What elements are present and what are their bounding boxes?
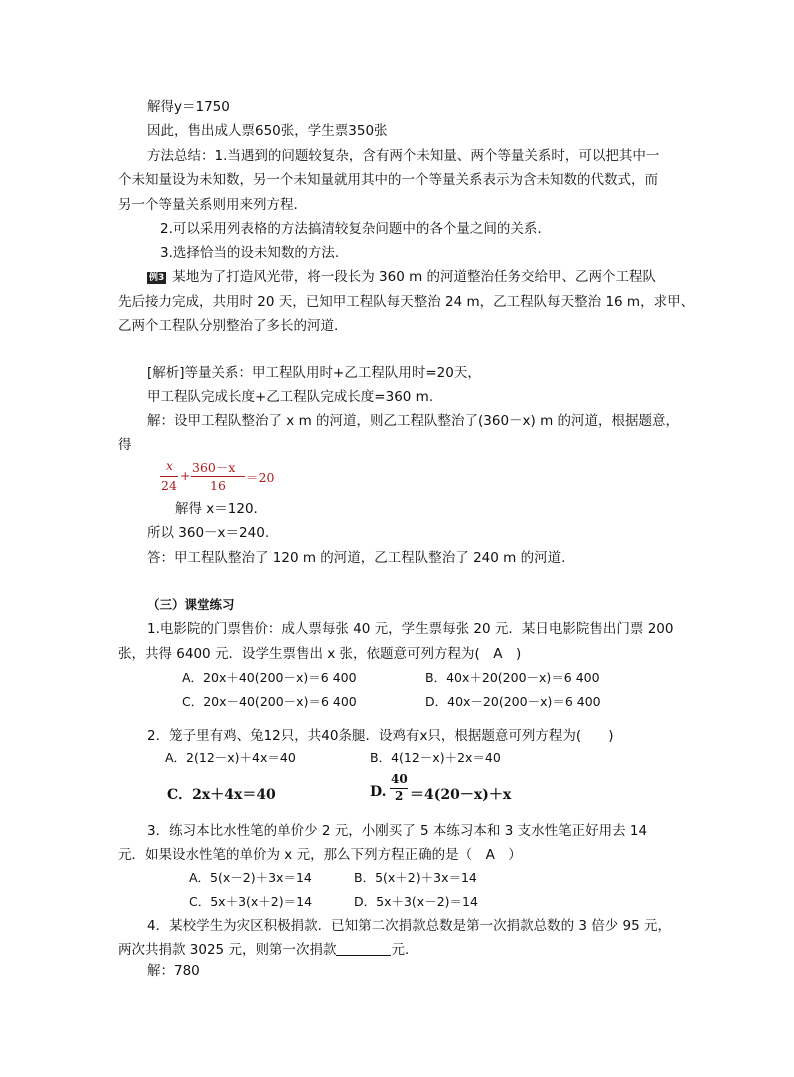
- analysis-line-2: 甲工程队完成长度+乙工程队完成长度=360 m.: [147, 389, 434, 405]
- eq-denominator-2: 16: [210, 478, 226, 493]
- analysis-line-3: 解：设甲工程队整治了 x m 的河道，则乙工程队整治了(360－x) m 的河道，根据题意，: [147, 413, 680, 429]
- q2-d-rest: ＝4(20－x)＋x: [410, 787, 512, 803]
- conclusion-line: 因此，售出成人票650张，学生票350张: [147, 123, 388, 139]
- eq-fraction-bar-1: [160, 476, 178, 477]
- example-line-3: 乙两个工程队分别整治了多长的河道.: [118, 318, 339, 334]
- q1-option-b: B．40x＋20(200－x)＝6 400: [425, 670, 600, 685]
- q2-option-a: A．2(12－x)＋4x＝40: [165, 750, 296, 765]
- q4-line-2: [118, 941, 418, 959]
- q1-line-2: 张，共得 6400 元．设学生票售出 x 张，依题意可列方程为( A ): [118, 646, 522, 662]
- example-line-2: 先后接力完成，共用时 20 天，已知甲工程队每天整治 24 m，乙工程队每天整治 16 m，求甲、: [118, 294, 695, 310]
- q3-line-1: 3．练习本比水性笔的单价少 2 元，小刚买了 5 本练习本和 3 支水性笔正好用去 14: [147, 823, 648, 839]
- q4-text: 两次共捐款 3025 元，则第一次捐款: [118, 942, 337, 958]
- example-text-1: 某地为了打造风光带，将一段长为 360 m 的河道整治任务交给甲、乙两个工程队: [172, 269, 657, 285]
- q1-option-a: A．20x＋40(200－x)＝6 400: [182, 670, 357, 685]
- summary-line-2: 2.可以采用列表格的方法搞清较复杂问题中的各个量之间的关系.: [160, 221, 542, 237]
- q2-d-numerator: 40: [391, 772, 408, 786]
- q4-unit: 元．: [391, 942, 419, 958]
- answer-line: 答：甲工程队整治了 120 m 的河道，乙工程队整治了 240 m 的河道.: [147, 550, 566, 566]
- eq-fraction-bar-2: [191, 476, 245, 477]
- example-badge: 例3: [149, 273, 165, 283]
- analysis-line-1: [解析]等量关系：甲工程队用时+乙工程队用时=20天，: [147, 365, 481, 381]
- eq-plus: +: [180, 468, 191, 483]
- so-line: 所以 360－x＝240.: [147, 525, 270, 541]
- q4-answer: 解：780: [147, 963, 200, 979]
- q4-line-1: 4．某校学生为灾区积极捐款．已知第二次捐款总数是第一次捐款总数的 3 倍少 95 元，: [147, 918, 672, 934]
- q4-answer-blank[interactable]: [336, 943, 391, 956]
- q3-option-a: A．5(x－2)＋3x＝14: [189, 870, 312, 885]
- q3-line-2: 元．如果设水性笔的单价为 x 元，那么下列方程正确的是（ A ）: [118, 847, 522, 863]
- solve-y-line: 解得y＝1750: [147, 99, 230, 115]
- summary-line-1c: 另一个等量关系则用来列方程.: [118, 197, 298, 213]
- q3-option-b: B．5(x＋2)＋3x＝14: [354, 870, 477, 885]
- eq-rhs: ＝20: [246, 470, 275, 485]
- q1-option-c: C．20x－40(200－x)＝6 400: [182, 694, 357, 709]
- q2-option-c: C．2x＋4x＝40: [167, 787, 276, 803]
- example-line-1: [147, 268, 656, 286]
- solved-x-line: 解得 x＝120.: [175, 501, 258, 517]
- q2-line: 2．笼子里有鸡、兔12只，共40条腿．设鸡有x只，根据题意可列方程为( ): [147, 728, 614, 744]
- analysis-line-4: 得: [118, 437, 132, 453]
- q3-option-d: D．5x＋3(x－2)＝14: [354, 894, 478, 909]
- eq-denominator-1: 24: [161, 478, 177, 493]
- q1-line-1: 1.电影院的门票售价：成人票每张 40 元，学生票每张 20 元．某日电影院售出门票 200: [147, 621, 674, 637]
- q2-option-b: B．4(12－x)＋2x＝40: [370, 750, 501, 765]
- eq-numerator-2: 360－x: [192, 460, 236, 475]
- summary-line-1a: 方法总结：1.当遇到的问题较复杂，含有两个未知量、两个等量关系时，可以把其中一: [147, 148, 660, 164]
- summary-line-3: 3.选择恰当的设未知数的方法.: [160, 245, 340, 261]
- practice-heading: （三）课堂练习: [147, 597, 235, 612]
- q2-d-prefix: D.: [370, 784, 387, 800]
- eq-numerator-1: x: [166, 458, 174, 473]
- q2-option-d: [370, 772, 530, 808]
- summary-line-1b: 个未知量设为未知数，另一个未知量就用其中的一个等量关系表示为含未知数的代数式，而: [118, 172, 658, 188]
- equation: [160, 458, 290, 498]
- q2-d-denominator: 2: [395, 789, 404, 803]
- q1-option-d: D．40x－20(200－x)＝6 400: [425, 694, 601, 709]
- q3-option-c: C．5x＋3(x＋2)＝14: [189, 894, 313, 909]
